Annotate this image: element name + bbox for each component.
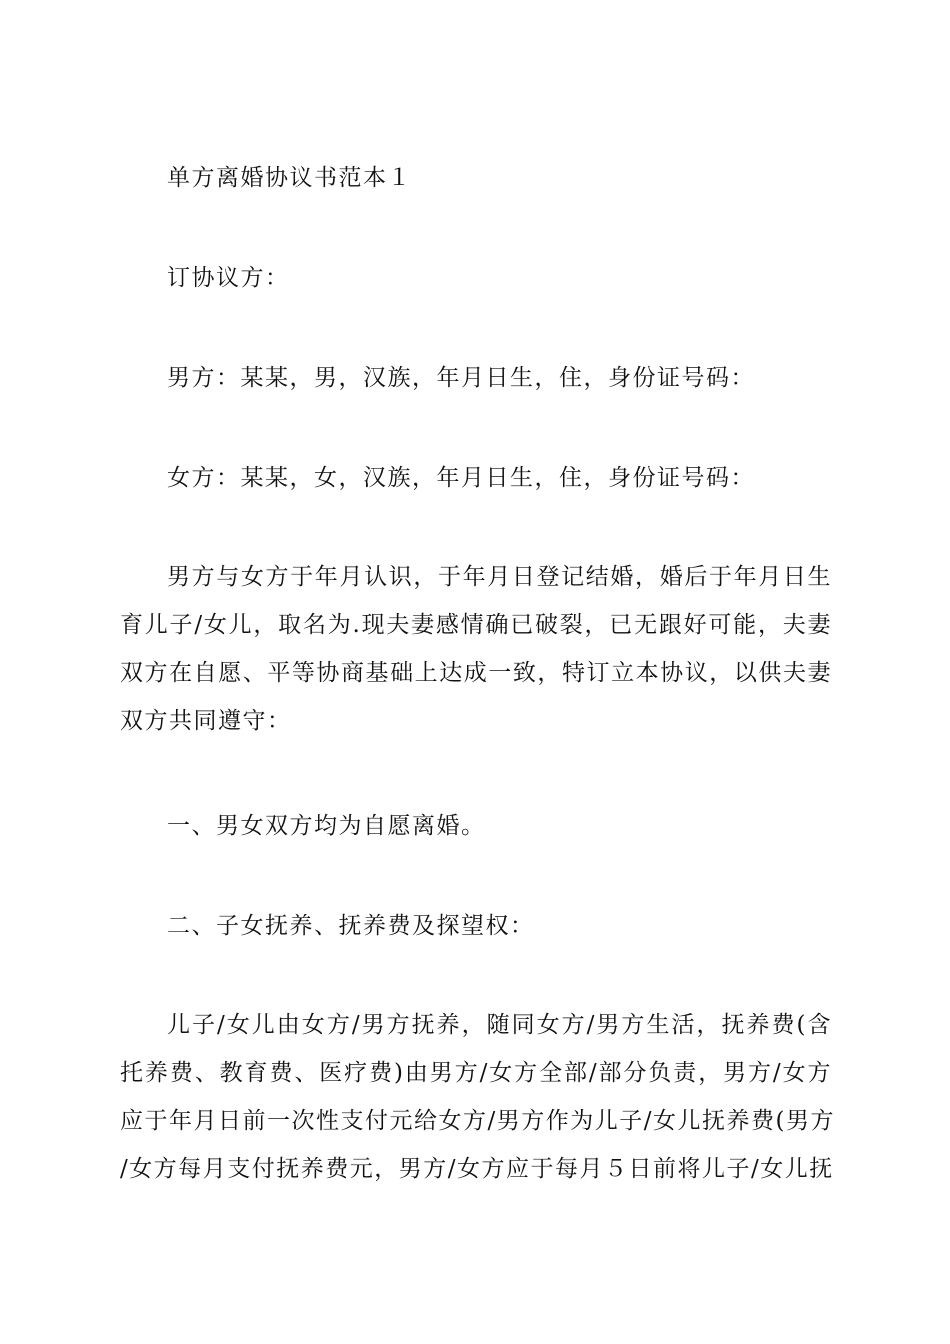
paragraph-line: 双方共同遵守： <box>120 708 292 734</box>
paragraph-line: 男方与女方于年月认识，于年月日登记结婚，婚后于年月日生 <box>167 564 832 590</box>
parties-label: 订协议方： <box>167 265 290 291</box>
paragraph-line: 应于年月日前一次性支付元给女方/男方作为儿子/女儿抚养费(男方 <box>120 1108 835 1134</box>
paragraph-line: 托养费、教育费、医疗费)由男方/女方全部/部分负责，男方/女方 <box>120 1060 832 1086</box>
clause-1: 一、男女双方均为自愿离婚。 <box>167 813 486 839</box>
clause-2-heading: 二、子女抚养、抚养费及探望权： <box>167 913 535 939</box>
paragraph-line: 儿子/女儿由女方/男方抚养，随同女方/男方生活，抚养费(含 <box>167 1012 832 1038</box>
paragraph-line: 育儿子/女儿，取名为.现夫妻感情确已破裂，已无跟好可能，夫妻 <box>120 612 832 638</box>
female-party-line: 女方：某某，女，汉族，年月日生，住，身份证号码： <box>167 465 755 491</box>
paragraph-line: /女方每月支付抚养费元，男方/女方应于每月５日前将儿子/女儿抚 <box>120 1156 834 1182</box>
male-party-line: 男方：某某，男，汉族，年月日生，住，身份证号码： <box>167 365 755 391</box>
paragraph-line: 双方在自愿、平等协商基础上达成一致，特订立本协议，以供夫妻 <box>120 660 832 686</box>
document-title: 单方离婚协议书范本１ <box>167 165 412 191</box>
